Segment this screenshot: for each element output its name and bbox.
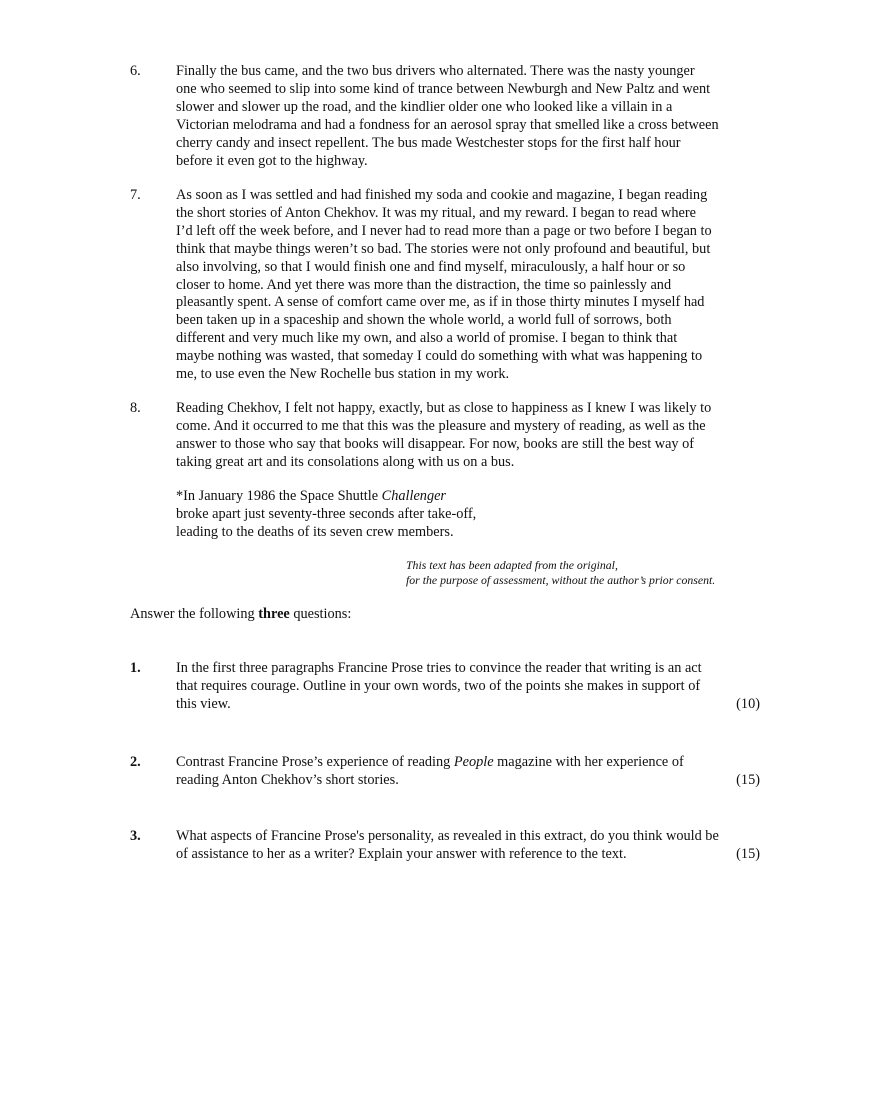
paragraph-line: slower and slower up the road, and the kindlier older one who looked like a villain in a [176,98,673,115]
question-number: 1. [130,660,141,676]
paragraph-text [176,63,770,170]
paragraph-7 [130,187,770,384]
question-line: In the first three paragraphs Francine Prose tries to convince the reader that writing is an act [176,660,702,676]
footnote-line: broke apart just seventy-three seconds after take-off, [176,505,477,522]
question-marks: (15) [736,845,760,862]
paragraph-line: Victorian melodrama and had a fondness for an aerosol spray that smelled like a cross between [176,116,719,133]
paragraph-line: Finally the bus came, and the two bus drivers who alternated. There was the nasty younger [176,63,695,79]
question-text [176,828,760,864]
question-line [176,754,760,772]
paragraph-line: different and very much like my own, and also a world of promise. I began to think that [176,330,678,347]
question-2 [130,754,760,790]
adaptation-credit [406,558,715,588]
paragraph-8 [130,400,770,472]
footnote-line: leading to the deaths of its seven crew members. [176,523,454,540]
paragraph-line: Reading Chekhov, I felt not happy, exactly, but as close to happiness as I knew I was likely to [176,400,712,416]
question-italic: People [453,754,494,770]
instruction-text: Answer the following [130,606,259,622]
paragraph-line: maybe nothing was wasted, that someday I could do something with what was happening to [176,348,703,365]
paragraph-line: taking great art and its consolations along with us on a bus. [176,453,515,470]
paragraph-text [176,400,770,472]
question-line [176,846,760,864]
paragraph-line: closer to home. And yet there was more than the distraction, the time so painlessly and [176,276,672,293]
question-number: 2. [130,754,141,770]
footnote-italic: Challenger [381,488,447,504]
question-line-text: reading Anton Chekhov’s short stories. [176,771,399,788]
paragraph-text [176,187,770,384]
credit-line: This text has been adapted from the original, [406,558,618,572]
question-number: 3. [130,828,141,844]
footnote-text: *In January 1986 the Space Shuttle [176,488,382,504]
paragraph-number: 8. [130,400,141,416]
question-marks: (15) [736,771,760,788]
instruction [130,606,351,624]
paragraph-line: before it even got to the highway. [176,152,368,169]
paragraph-line: me, to use even the New Rochelle bus station in my work. [176,366,510,383]
question-line-text: this view. [176,695,231,712]
paragraph-line: come. And it occurred to me that this was the pleasure and mystery of reading, as well as the [176,417,706,434]
paragraph-line: think that maybe things weren’t so bad. The stories were not only profound and beautiful, but [176,240,711,257]
question-line [176,696,760,714]
paragraph-line: also involving, so that I would finish one and find myself, miraculously, a half hour or so [176,258,686,275]
question-3 [130,828,760,864]
paragraph-number: 6. [130,63,141,79]
question-line [176,772,760,790]
question-marks: (10) [736,695,760,712]
question-line: What aspects of Francine Prose's personality, as revealed in this extract, do you think would be [176,828,719,844]
paragraph-line: been taken up in a spaceship and shown the whole world, a world full of sorrows, both [176,312,672,329]
footnote-line [176,488,476,506]
instruction-bold: three [258,606,290,622]
paragraph-line: one who seemed to slip into some kind of trance between Newburgh and New Paltz and went [176,80,711,97]
paragraph-number: 7. [130,187,141,203]
question-line-text: magazine with her experience of [493,754,684,770]
footnote [176,488,476,542]
question-text [176,754,760,790]
paragraph-line: pleasantly spent. A sense of comfort came over me, as if in those thirty minutes I myself had [176,294,705,311]
question-line-text: Contrast Francine Prose’s experience of reading [176,754,454,770]
paragraph-line: the short stories of Anton Chekhov. It was my ritual, and my reward. I began to read where [176,204,696,221]
paragraph-line: cherry candy and insect repellent. The bus made Westchester stops for the first half hour [176,134,681,151]
question-line: that requires courage. Outline in your own words, two of the points she makes in support of [176,677,701,694]
paragraph-line: I’d left off the week before, and I never had to read more than a page or two before I began to [176,222,712,239]
paragraph-6 [130,63,770,170]
paragraph-line: answer to those who say that books will disappear. For now, books are still the best way of [176,435,695,452]
credit-line: for the purpose of assessment, without the author’s prior consent. [406,573,716,588]
question-text [176,660,760,714]
paragraph-line: As soon as I was settled and had finished my soda and cookie and magazine, I began reading [176,187,708,203]
question-1 [130,660,760,714]
instruction-text: questions: [289,606,352,622]
question-line-text: of assistance to her as a writer? Explain your answer with reference to the text. [176,845,627,862]
